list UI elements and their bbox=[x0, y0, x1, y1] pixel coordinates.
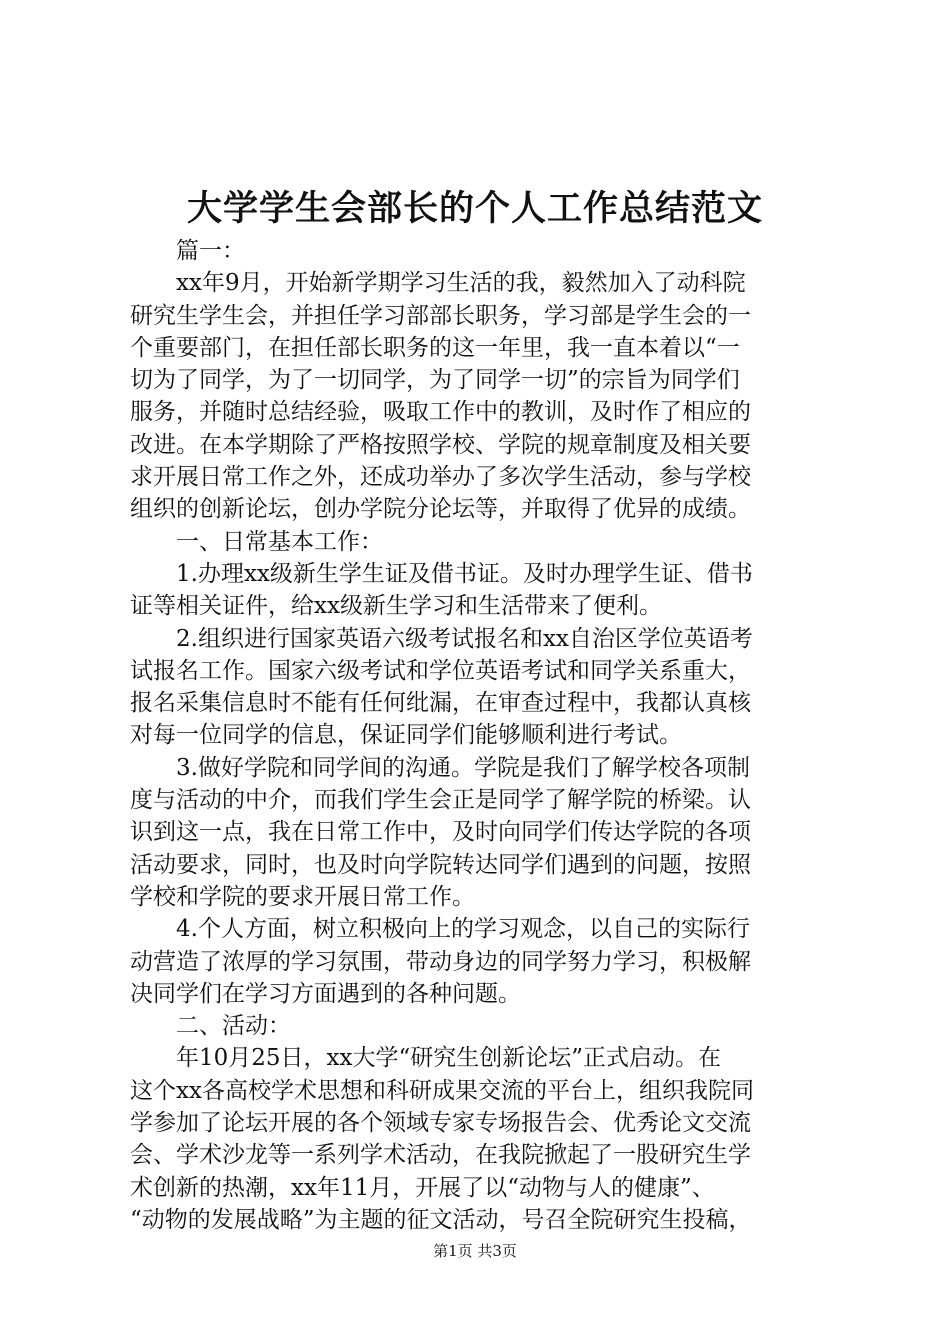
body-line: 3.做好学院和同学间的沟通。学院是我们了解学校各项制 bbox=[130, 754, 750, 781]
body-line: 证等相关证件，给xx级新生学习和生活带来了便利。 bbox=[130, 593, 662, 620]
body-line: 对每一位同学的信息，保证同学们能够顺利进行考试。 bbox=[130, 722, 682, 749]
body-line: 报名采集信息时不能有任何纰漏，在审查过程中，我都认真核 bbox=[130, 690, 751, 717]
body-line: 决同学们在学习方面遇到的各种问题。 bbox=[130, 980, 521, 1007]
body-line: 年10月25日，xx大学“研究生创新论坛”正式启动。在 bbox=[130, 1045, 721, 1072]
body-line: 学参加了论坛开展的各个领域专家专场报告会、优秀论文交流 bbox=[130, 1110, 751, 1137]
body-line: 改进。在本学期除了严格按照学校、学院的规章制度及相关要 bbox=[130, 431, 751, 458]
body-line: 活动要求，同时，也及时向学院转达同学们遇到的问题，按照 bbox=[130, 851, 751, 878]
body-line: 求开展日常工作之外，还成功举办了多次学生活动，参与学校 bbox=[130, 464, 751, 491]
body-line: 个重要部门，在担任部长职务的这一年里，我一直本着以“一 bbox=[130, 334, 740, 361]
body-line: 识到这一点，我在日常工作中，及时向同学们传达学院的各项 bbox=[130, 819, 751, 846]
body-line: 服务，并随时总结经验，吸取工作中的教训，及时作了相应的 bbox=[130, 399, 751, 426]
body-line: 2.组织进行国家英语六级考试报名和xx自治区学位英语考 bbox=[130, 625, 753, 652]
body-line: 研究生学生会，并担任学习部部长职务，学习部是学生会的一 bbox=[130, 302, 751, 329]
page-number-footer: 第1页 共3页 bbox=[433, 1242, 517, 1260]
body-line: 动营造了浓厚的学习氛围，带动身边的同学努力学习，积极解 bbox=[130, 948, 751, 975]
body-line: xx年9月，开始新学期学习生活的我，毅然加入了动科院 bbox=[130, 270, 746, 297]
document-title: 大学学生会部长的个人工作总结范文 bbox=[186, 188, 763, 229]
body-line: 1.办理xx级新生学生证及借书证。及时办理学生证、借书 bbox=[130, 560, 753, 587]
body-line: 这个xx各高校学术思想和科研成果交流的平台上，组织我院同 bbox=[130, 1077, 754, 1104]
body-line: “动物的发展战略”为主题的征文活动，号召全院研究生投稿， bbox=[130, 1206, 752, 1233]
body-line: 4.个人方面，树立积极向上的学习观念，以自己的实际行 bbox=[130, 916, 750, 943]
section-heading: 一、日常基本工作： bbox=[130, 528, 383, 555]
body-line: 会、学术沙龙等一系列学术活动，在我院掀起了一股研究生学 bbox=[130, 1142, 751, 1169]
section-heading: 二、活动： bbox=[130, 1013, 291, 1040]
document-body bbox=[130, 235, 830, 1236]
body-line: 学校和学院的要求开展日常工作。 bbox=[130, 883, 475, 910]
body-line: 组织的创新论坛，创办学院分论坛等，并取得了优异的成绩。 bbox=[130, 496, 751, 523]
body-line: 度与活动的中介，而我们学生会正是同学了解学院的桥梁。认 bbox=[130, 787, 751, 814]
body-line: 术创新的热潮，xx年11月，开展了以“动物与人的健康”、 bbox=[130, 1174, 715, 1201]
body-line: 篇一： bbox=[130, 238, 245, 264]
body-line: 切为了同学，为了一切同学，为了同学一切”的宗旨为同学们 bbox=[130, 367, 740, 394]
body-line: 试报名工作。国家六级考试和学位英语考试和同学关系重大， bbox=[130, 657, 751, 684]
